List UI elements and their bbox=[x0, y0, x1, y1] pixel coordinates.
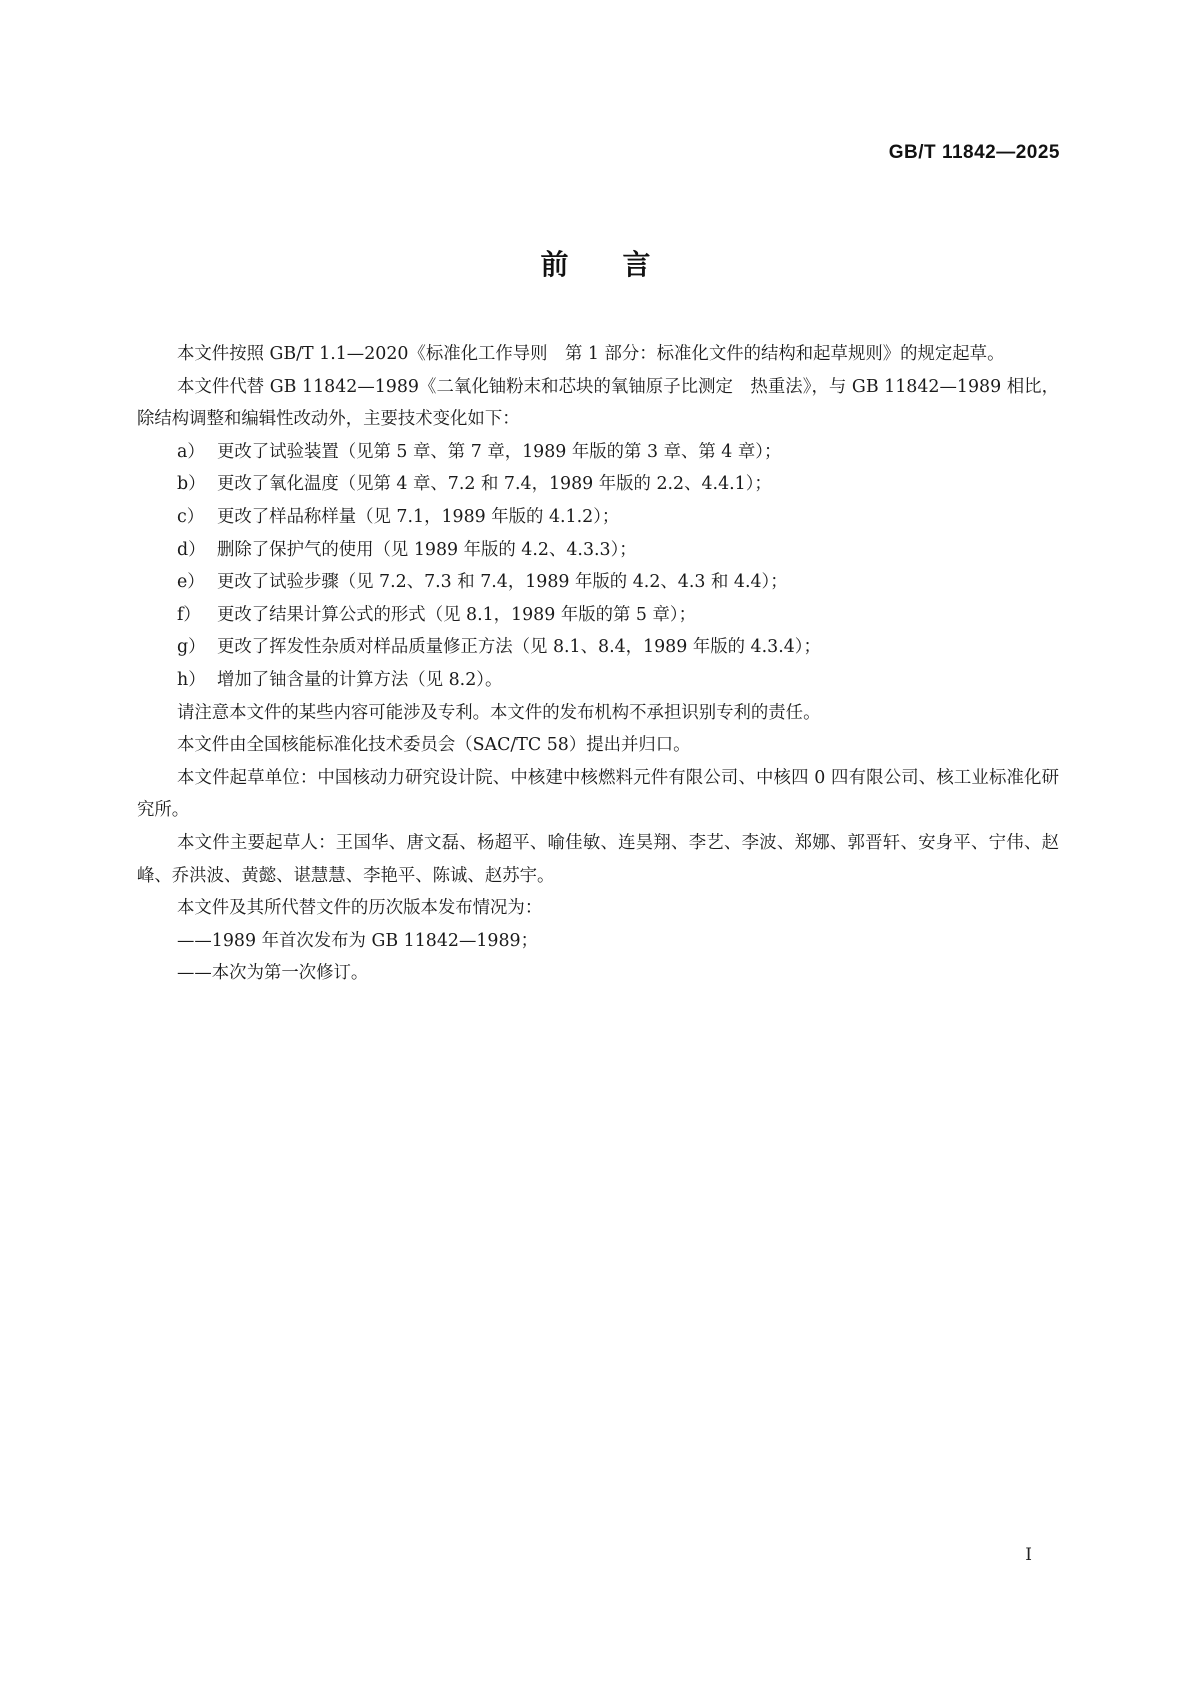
list-item bbox=[137, 468, 1059, 501]
page-number: I bbox=[1025, 1545, 1032, 1565]
list-item bbox=[137, 566, 1059, 599]
list-item-label: h） bbox=[177, 669, 206, 690]
paragraph-patent-notice: 请注意本文件的某些内容可能涉及专利。本文件的发布机构不承担识别专利的责任。 bbox=[177, 702, 821, 723]
history-item: ——本次为第一次修订。 bbox=[177, 963, 369, 984]
list-item-label: f） bbox=[177, 604, 201, 625]
list-item bbox=[137, 664, 1059, 697]
list-item-text: 更改了挥发性杂质对样品质量修正方法（见 8.1、8.4，1989 年版的 4.3.4）； bbox=[217, 637, 821, 658]
list-item-text: 更改了试验装置（见第 5 章、第 7 章，1989 年版的第 3 章、第 4 章）； bbox=[217, 441, 782, 462]
foreword-body bbox=[137, 338, 1059, 990]
list-item-text: 更改了结果计算公式的形式（见 8.1，1989 年版的第 5 章）； bbox=[217, 604, 696, 625]
history-list bbox=[137, 925, 1059, 990]
history-item: ——1989 年首次发布为 GB 11842—1989； bbox=[177, 930, 539, 951]
paragraph-drafting-units: 本文件起草单位：中国核动力研究设计院、中核建中核燃料元件有限公司、中核四 0 四有限公司、核工业标准化研究所。 bbox=[137, 767, 1059, 821]
list-item-label: e） bbox=[177, 572, 205, 593]
document-code: GB/T 11842—2025 bbox=[888, 142, 1060, 163]
list-item-text: 增加了铀含量的计算方法（见 8.2）。 bbox=[217, 669, 503, 690]
paragraph-drafters: 本文件主要起草人：王国华、唐文磊、杨超平、喻佳敏、连昊翔、李艺、李波、郑娜、郭晋轩、安身平、宁伟、赵峰、乔洪波、黄懿、谌慧慧、李艳平、陈诚、赵苏宇。 bbox=[137, 832, 1059, 886]
paragraph-proposer: 本文件由全国核能标准化技术委员会（SAC/TC 58）提出并归口。 bbox=[177, 735, 691, 756]
list-item-label: d） bbox=[177, 539, 206, 560]
list-item-label: c） bbox=[177, 506, 205, 527]
list-item-text: 删除了保护气的使用（见 1989 年版的 4.2、4.3.3）； bbox=[217, 539, 637, 560]
list-item-text: 更改了试验步骤（见 7.2、7.3 和 7.4，1989 年版的 4.2、4.3 和 4.4）； bbox=[217, 572, 788, 593]
changes-list bbox=[137, 436, 1059, 697]
list-item-label: b） bbox=[177, 474, 206, 495]
list-item-text: 更改了样品称样量（见 7.1，1989 年版的 4.1.2）； bbox=[217, 506, 620, 527]
paragraph-replacement: 本文件代替 GB 11842—1989《二氧化铀粉末和芯块的氧铀原子比测定 热重法》，与 GB 11842—1989 相比，除结构调整和编辑性改动外，主要技术变化如下： bbox=[137, 376, 1059, 430]
list-item-label: a） bbox=[177, 441, 205, 462]
page-title: 前言 bbox=[540, 248, 705, 281]
paragraph-history-intro: 本文件及其所代替文件的历次版本发布情况为： bbox=[177, 898, 543, 919]
list-item bbox=[137, 501, 1059, 534]
list-item bbox=[137, 599, 1059, 632]
paragraph-drafting-rules: 本文件按照 GB/T 1.1—2020《标准化工作导则 第 1 部分：标准化文件的结构和起草规则》的规定起草。 bbox=[177, 344, 1005, 364]
list-item-label: g） bbox=[177, 637, 206, 658]
list-item-text: 更改了氧化温度（见第 4 章、7.2 和 7.4，1989 年版的 2.2、4.4.1）； bbox=[217, 474, 772, 495]
list-item bbox=[137, 631, 1059, 664]
list-item bbox=[137, 534, 1059, 567]
list-item bbox=[137, 436, 1059, 469]
